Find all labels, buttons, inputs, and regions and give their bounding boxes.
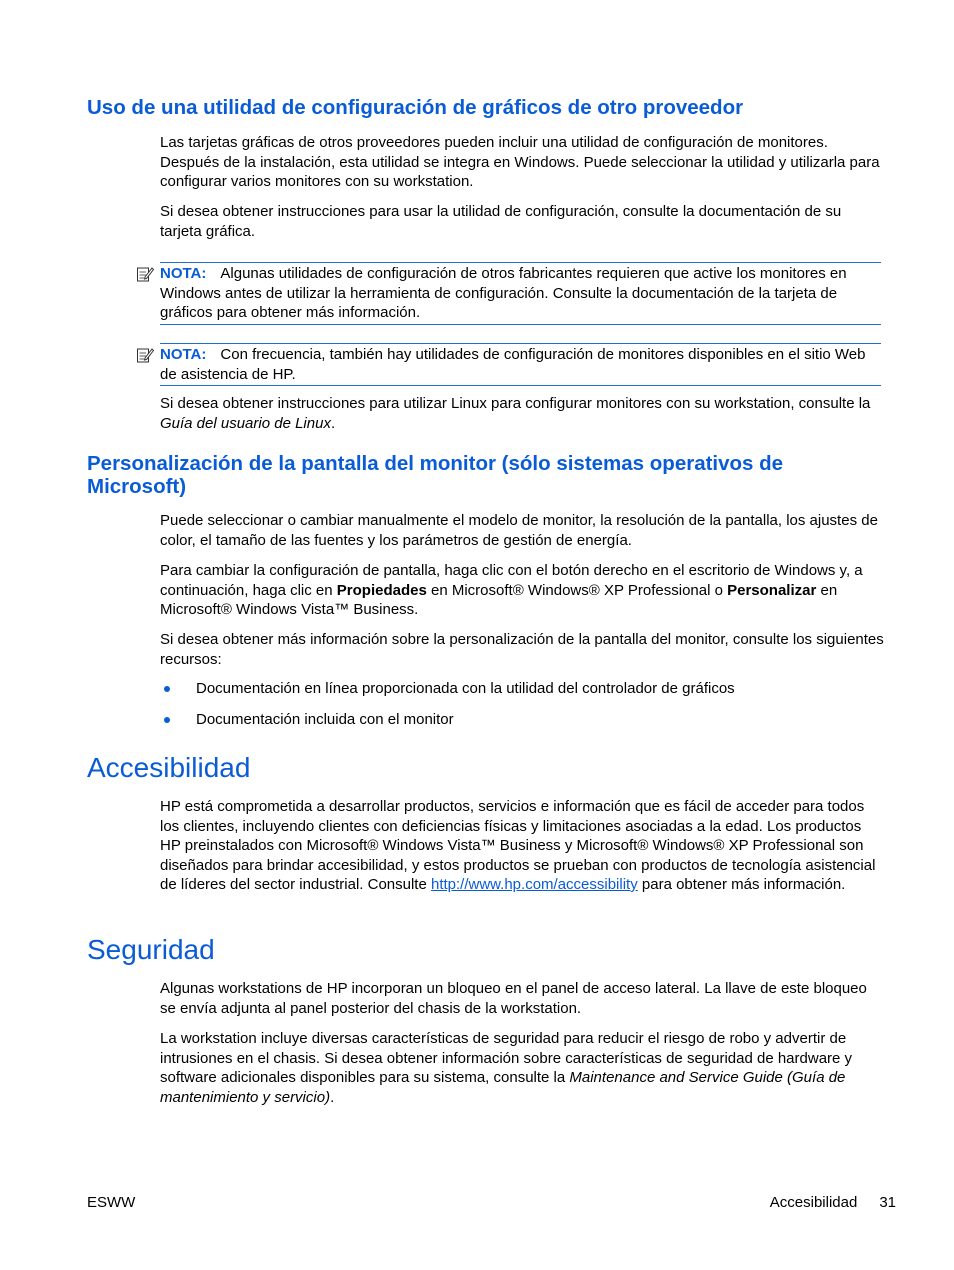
note-pencil-icon [136, 346, 154, 364]
text-run: Si desea obtener instrucciones para utilizar Linux para configurar monitores con su workstation, consulte la [160, 395, 871, 412]
paragraph: Puede seleccionar o cambiar manualmente el modelo de monitor, la resolución de la pantalla, los ajustes de color, el tamaño de las fuentes y los parámetros de gestión de energía. [160, 512, 878, 549]
note-box [160, 262, 881, 325]
note-box [160, 343, 881, 386]
text-run: en Microsoft® Windows Vista™ Business. [160, 581, 838, 618]
footer-page-info [770, 1193, 896, 1213]
bullet-icon [164, 717, 170, 723]
text-run: para obtener más información. [637, 876, 846, 893]
paragraph: Algunas workstations de HP incorporan un bloqueo en el panel de acceso lateral. La llave de este bloqueo se envía adjunta al panel posterior del chasis de la workstation. [160, 980, 867, 1017]
text-run: Para cambiar la configuración de pantalla, haga clic con el botón derecho en el escritorio de Windows y, a continuación, haga clic en [160, 562, 863, 599]
bullet-icon [164, 686, 170, 692]
italic-title: Guía del usuario de Linux [160, 414, 331, 432]
text-run: . [330, 414, 336, 432]
accessibility-link[interactable]: http://www.hp.com/accessibility [430, 876, 638, 893]
bold-term: Propiedades [336, 581, 427, 599]
section-heading-third-party-utility: Uso de una utilidad de configuración de gráficos de otro proveedor [87, 96, 744, 119]
list-item-text: Documentación incluida con el monitor [196, 710, 454, 728]
section-heading-monitor-customization: Personalización de la pantalla del monitor (sólo sistemas operativos de Microsoft) [87, 452, 784, 498]
chapter-heading-accessibility: Accesibilidad [87, 752, 251, 783]
page-number: 31 [879, 1194, 896, 1211]
note-label: NOTA: [160, 265, 207, 282]
paragraph [160, 394, 885, 433]
footer-locale: ESWW [87, 1194, 136, 1211]
note-text: Con frecuencia, también hay utilidades de configuración de monitores disponibles en el sitio Web de asistencia de HP. [160, 346, 866, 383]
paragraph [160, 561, 885, 620]
list-item-text: Documentación en línea proporcionada con la utilidad del controlador de gráficos [196, 680, 735, 697]
list-item [160, 710, 885, 730]
italic-title: Maintenance and Service Guide (Guía de mantenimiento y servicio) [160, 1069, 846, 1106]
text-run: La workstation incluye diversas características de seguridad para reducir el riesgo de robo y advertir de intrusiones en el chasis. Si desea obtener información sobre características de seguridad de hardware y software adicionales disponibles para su sistema, consulte la [160, 1030, 853, 1086]
paragraph: Las tarjetas gráficas de otros proveedores pueden incluir una utilidad de configuración de monitores. Después de la instalación, esta utilidad se integra en Windows. Puede seleccionar la utilidad y utilizarla para configurar varios monitores con su workstation. [160, 134, 880, 190]
text-run: en Microsoft® Windows® XP Professional o [426, 581, 728, 599]
note-pencil-icon [136, 265, 154, 283]
bullet-list [160, 679, 885, 729]
list-item [160, 679, 885, 699]
text-run: . [330, 1088, 335, 1106]
paragraph [160, 1029, 885, 1107]
paragraph: Si desea obtener más información sobre la personalización de la pantalla del monitor, consulte los siguientes recursos: [160, 631, 884, 668]
note-label: NOTA: [160, 346, 207, 363]
bold-term: Personalizar [727, 581, 817, 599]
chapter-heading-security: Seguridad [87, 934, 215, 965]
text-run: HP está comprometida a desarrollar productos, servicios e información que es fácil de acceder para todos los clientes, incluyendo clientes con deficiencias físicas y limitaciones asociadas a la edad. Los productos HP preinstalados con Microsoft® Windows Vista™ Business y Microsoft® Windows® XP Professional son diseñados para brindar accesibilidad, y estos productos se prueban con productos de tecnología asistencial de líderes del sector industrial. Consulte [160, 798, 876, 893]
note-text: Algunas utilidades de configuración de otros fabricantes requieren que active los monitores en Windows antes de utilizar la herramienta de configuración. Consulte la documentación de la tarjeta de gráficos para obtener más información. [160, 265, 847, 321]
paragraph [160, 797, 885, 895]
footer-section-name: Accesibilidad [769, 1194, 858, 1211]
paragraph: Si desea obtener instrucciones para usar la utilidad de configuración, consulte la documentación de su tarjeta gráfica. [160, 203, 842, 240]
